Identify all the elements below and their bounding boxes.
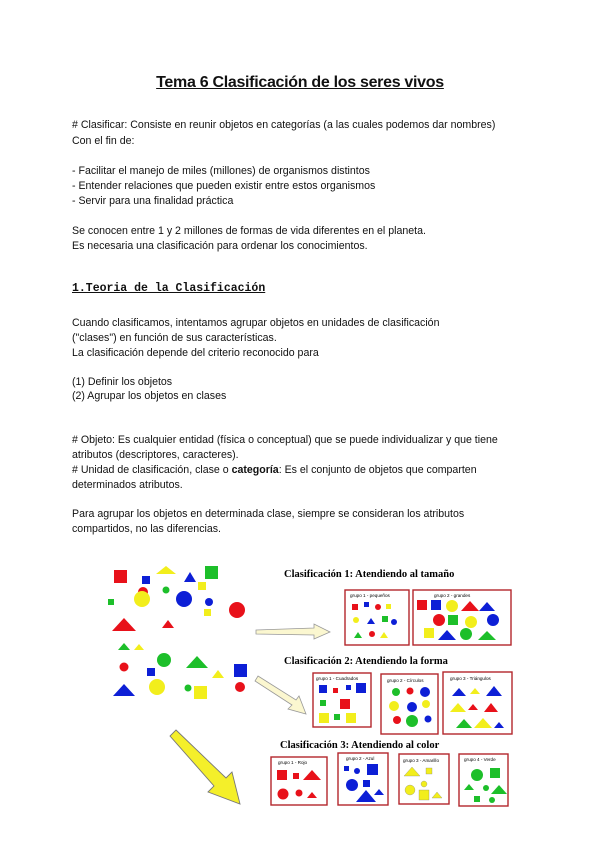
section-paragraph: Para agrupar los objetos en determinada clase, siempre se consideran los atributos (72, 508, 465, 520)
intro-bullet: - Servir para una finalidad práctica (72, 195, 234, 207)
section-heading: 1.Teoria de la Clasificación (72, 282, 266, 295)
group-box-green (459, 754, 508, 806)
group-label: grupo 3 - Triángulos (450, 676, 491, 681)
definition-categoria: # Unidad de clasificación, clase o categoría: Es el conjunto de objetos que comparten (72, 464, 477, 476)
group-box-red (271, 757, 327, 805)
intro-definition: # Clasificar: Consiste en reunir objetos en categorías (a las cuales podemos dar nombres) (72, 119, 496, 131)
group-box-small (345, 590, 409, 645)
group-label: grupo 3 - Amarillo (403, 758, 440, 763)
group-box-circles (381, 674, 438, 734)
unsorted-shapes-middle (113, 643, 247, 699)
group-box-blue (338, 753, 388, 805)
group-box-yellow (399, 754, 449, 804)
bold-term: categoría (231, 464, 279, 476)
group-label: grupo 2 - Círculos (387, 678, 424, 683)
intro-fact: Se conocen entre 1 y 2 millones de formas de vida diferentes en el planeta. (72, 225, 426, 237)
page-title: Tema 6 Clasificación de los seres vivos (156, 74, 444, 91)
list-item: (1) Definir los objetos (72, 376, 173, 388)
list-item: (2) Agrupar los objetos en clases (72, 390, 227, 402)
group-box-large (413, 590, 511, 645)
group-label: grupo 2 - grandes (434, 593, 471, 598)
unsorted-shapes-top (108, 566, 245, 631)
definition-objeto: atributos (descriptores, caracteres). (72, 449, 239, 461)
group-box-squares (313, 673, 371, 727)
group-label: grupo 1 - pequeños (350, 593, 390, 598)
group-label: grupo 1 - Cuadrados (316, 676, 359, 681)
intro-purpose: Con el fin de: (72, 135, 135, 147)
intro-bullet: - Facilitar el manejo de miles (millones) de organismos distintos (72, 165, 370, 177)
classification-figure (94, 552, 524, 812)
group-label: grupo 1 - Rojo (278, 760, 308, 765)
classification-1-title: Clasificación 1: Atendiendo al tamaño (284, 569, 455, 580)
classification-2-title: Clasificación 2: Atendiendo la forma (284, 656, 448, 667)
section-paragraph: ("clases") en función de sus características. (72, 332, 277, 344)
intro-bullet: - Entender relaciones que pueden existir entre estos organismos (72, 180, 376, 192)
classification-3-title: Clasificación 3: Atendiendo al color (280, 740, 440, 751)
arrow-to-classification-1 (256, 624, 330, 639)
group-box-triangles (443, 672, 512, 734)
definition-categoria: determinados atributos. (72, 479, 183, 491)
section-paragraph: La clasificación depende del criterio reconocido para (72, 347, 319, 359)
section-paragraph: Cuando clasificamos, intentamos agrupar objetos en unidades de clasificación (72, 317, 440, 329)
intro-fact: Es necesaria una clasificación para ordenar los conocimientos. (72, 240, 368, 252)
definition-objeto: # Objeto: Es cualquier entidad (física o conceptual) que se puede individualizar y que tiene (72, 434, 498, 446)
group-label: grupo 2 - Azul (346, 756, 375, 761)
group-label: grupo 4 - Verde (464, 757, 496, 762)
section-paragraph: compartidos, no las diferencias. (72, 523, 221, 535)
arrow-to-classification-3 (170, 730, 240, 804)
arrow-to-classification-2 (255, 676, 306, 714)
